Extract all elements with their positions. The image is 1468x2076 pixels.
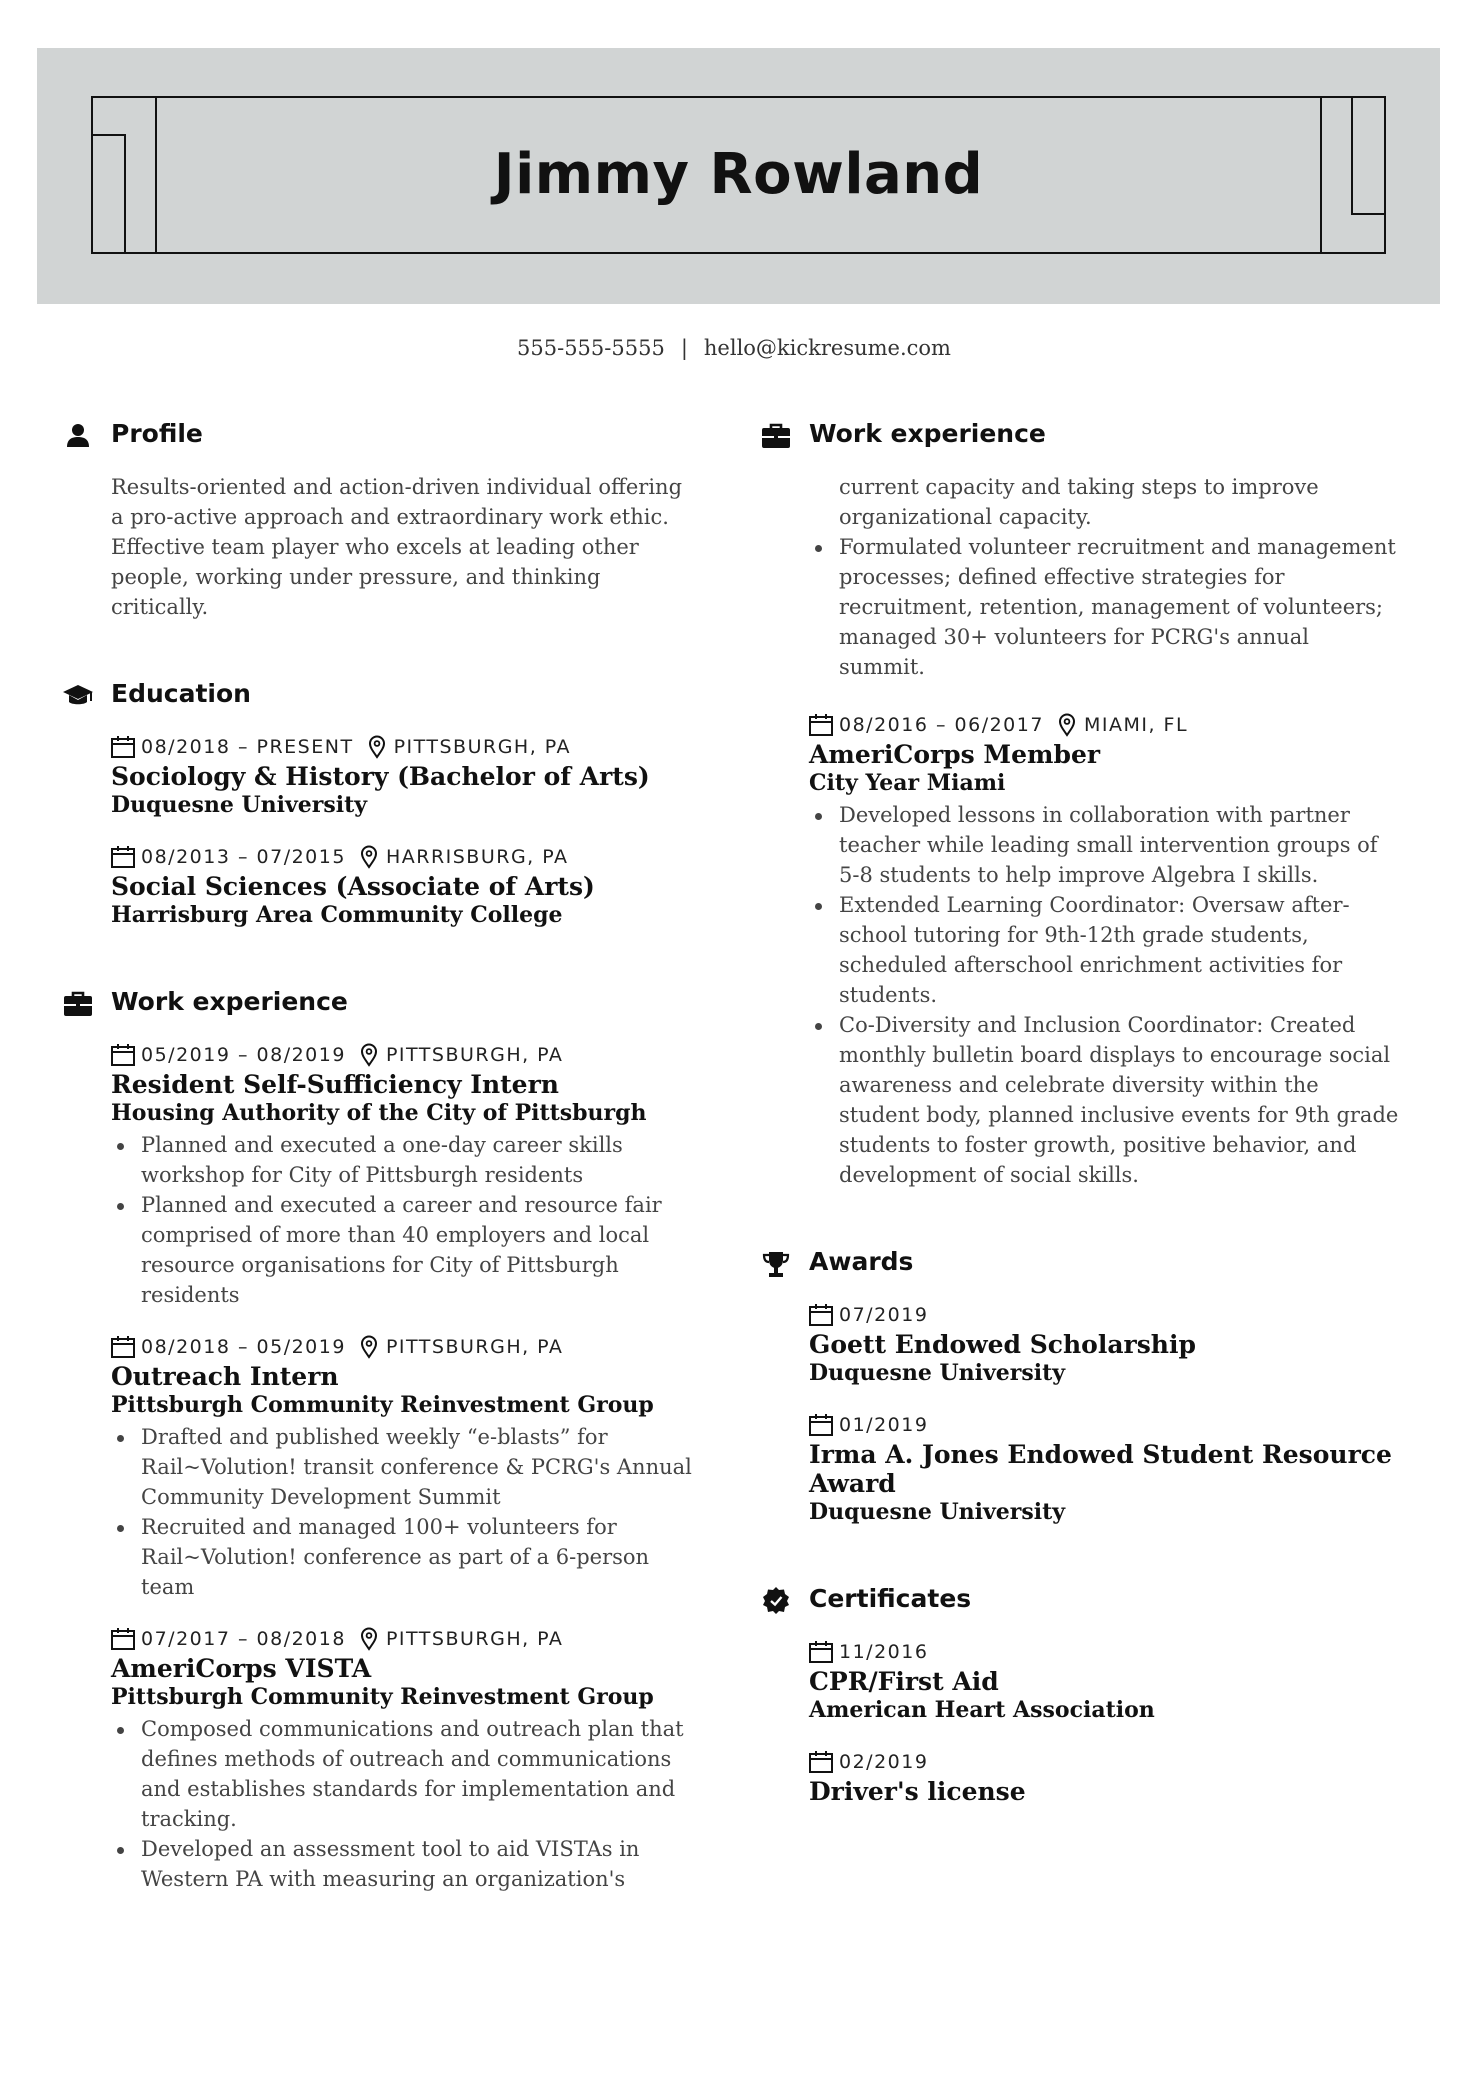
work-entry [111, 1624, 692, 1894]
section-title: Certificates [809, 1584, 972, 1613]
entry-dates: 07/2017 – 08/2018 [141, 1628, 346, 1650]
section-header [62, 986, 692, 1022]
award-issuer: Duquesne University [809, 1499, 1066, 1525]
entry-date: 11/2016 [839, 1641, 929, 1663]
certificate-issuer: American Heart Association [809, 1697, 1155, 1723]
calendar-icon [111, 1628, 135, 1650]
location-pin-icon [1058, 713, 1076, 737]
job-title: Resident Self-Sufficiency Intern [111, 1070, 559, 1099]
entry-location: PITTSBURGH, PA [393, 736, 572, 758]
work-entry-continued [809, 472, 1400, 682]
right-column [760, 418, 1400, 1862]
education-section [62, 678, 692, 930]
section-title: Profile [111, 419, 203, 448]
certificate-entry [809, 1637, 1400, 1725]
contact-line [0, 336, 1468, 360]
bullet-list [809, 472, 1400, 682]
location-pin-icon [360, 845, 378, 869]
certificate-name: Driver's license [809, 1777, 1026, 1806]
work-entry [111, 1040, 692, 1310]
bullet-item: Developed an assessment tool to aid VISTAs in Western PA with measuring an organization's [111, 1834, 692, 1894]
company-name: Pittsburgh Community Reinvestment Group [111, 1684, 654, 1710]
company-name: Pittsburgh Community Reinvestment Group [111, 1392, 654, 1418]
entry-meta [111, 1624, 692, 1654]
calendar-icon [111, 846, 135, 868]
work-entry [809, 710, 1400, 1190]
entry-meta [111, 1332, 692, 1362]
entry-date: 07/2019 [839, 1304, 929, 1326]
certificates-section [760, 1583, 1400, 1806]
calendar-icon [111, 736, 135, 758]
briefcase-icon [760, 420, 792, 452]
trophy-icon [760, 1248, 792, 1280]
name-frame [91, 96, 1386, 254]
certificate-name: CPR/First Aid [809, 1667, 999, 1696]
school-name: Duquesne University [111, 792, 368, 818]
entry-location: PITTSBURGH, PA [385, 1628, 564, 1650]
job-title: Outreach Intern [111, 1362, 339, 1391]
profile-text: Results-oriented and action-driven individual offering a pro-active approach and extraordinary work ethic. Effective team player who excels at leading other people, working under pressure, and thinking critically. [111, 475, 683, 619]
bullet-list [809, 800, 1400, 1190]
award-issuer: Duquesne University [809, 1360, 1066, 1386]
section-header [62, 418, 692, 454]
bullet-list [111, 1130, 692, 1310]
awards-section [760, 1246, 1400, 1527]
bullet-item: Formulated volunteer recruitment and management processes; defined effective strategies for recruitment, retention, management of volunteers; managed 30+ volunteers for PCRG's annual summit. [809, 532, 1400, 682]
location-pin-icon [360, 1627, 378, 1651]
section-header [760, 1246, 1400, 1282]
section-title: Awards [809, 1247, 914, 1276]
school-name: Harrisburg Area Community College [111, 902, 563, 928]
left-column [62, 418, 692, 1950]
entry-dates: 08/2018 – PRESENT [141, 736, 354, 758]
entry-date: 02/2019 [839, 1751, 929, 1773]
work-experience-section [62, 986, 692, 1894]
award-name: Goett Endowed Scholarship [809, 1330, 1196, 1359]
job-title: AmeriCorps Member [809, 740, 1101, 769]
email: hello@kickresume.com [703, 336, 951, 360]
work-entry [111, 1332, 692, 1602]
location-pin-icon [360, 1335, 378, 1359]
section-header [760, 1583, 1400, 1619]
entry-dates: 08/2018 – 05/2019 [141, 1336, 346, 1358]
award-entry [809, 1410, 1400, 1527]
bullet-item: Extended Learning Coordinator: Oversaw after-school tutoring for 9th-12th grade students, scheduled afterschool enrichment activities for students. [809, 890, 1400, 1010]
header-band [37, 48, 1440, 304]
section-title: Work experience [111, 987, 348, 1016]
entry-meta [809, 1637, 1400, 1667]
award-entry [809, 1300, 1400, 1388]
entry-dates: 08/2013 – 07/2015 [141, 846, 346, 868]
bullet-item: Co-Diversity and Inclusion Coordinator: Created monthly bulletin board displays to encourage social awareness and celebrate diversity within the student body, planned inclusive events for 9th grade students to foster growth, positive behavior, and development of social skills. [809, 1010, 1400, 1190]
location-pin-icon [368, 735, 386, 759]
work-experience-continued-section [760, 418, 1400, 1190]
calendar-icon [809, 1414, 833, 1436]
degree-title: Social Sciences (Associate of Arts) [111, 872, 595, 901]
entry-location: PITTSBURGH, PA [385, 1336, 564, 1358]
entry-meta [809, 710, 1400, 740]
entry-location: PITTSBURGH, PA [385, 1044, 564, 1066]
education-entry [111, 842, 692, 930]
entry-date: 01/2019 [839, 1414, 929, 1436]
location-pin-icon [360, 1043, 378, 1067]
bullet-item: Developed lessons in collaboration with partner teacher while leading small intervention groups of 5-8 students to help improve Algebra I skills. [809, 800, 1400, 890]
award-name: Irma A. Jones Endowed Student Resource Award [809, 1440, 1392, 1498]
company-name: Housing Authority of the City of Pittsburgh [111, 1100, 647, 1126]
graduation-cap-icon [62, 680, 94, 712]
calendar-icon [111, 1336, 135, 1358]
phone: 555-555-5555 [517, 336, 665, 360]
calendar-icon [809, 714, 833, 736]
bullet-list [111, 1714, 692, 1894]
entry-meta [809, 1410, 1400, 1440]
job-title: AmeriCorps VISTA [111, 1654, 372, 1683]
section-title: Education [111, 679, 251, 708]
company-name: City Year Miami [809, 770, 1006, 796]
section-header [62, 678, 692, 714]
entry-location: MIAMI, FL [1083, 714, 1189, 736]
person-icon [62, 420, 94, 452]
calendar-icon [809, 1751, 833, 1773]
section-title: Work experience [809, 419, 1046, 448]
section-header [760, 418, 1400, 454]
profile-section [62, 418, 692, 622]
bullet-continuation: current capacity and taking steps to improve organizational capacity. [839, 475, 1319, 529]
contact-separator: | [680, 336, 688, 360]
entry-meta [809, 1747, 1400, 1777]
bullet-item: Planned and executed a career and resource fair comprised of more than 40 employers and local resource organisations for City of Pittsburgh residents [111, 1190, 692, 1310]
ribbon-badge-icon [760, 1585, 792, 1617]
bullet-item: Planned and executed a one-day career skills workshop for City of Pittsburgh residents [111, 1130, 692, 1190]
certificate-entry [809, 1747, 1400, 1806]
entry-meta [111, 1040, 692, 1070]
calendar-icon [809, 1641, 833, 1663]
bullet-item: Composed communications and outreach plan that defines methods of outreach and communications and establishes standards for implementation and tracking. [111, 1714, 692, 1834]
education-entry [111, 732, 692, 820]
entry-meta [809, 1300, 1400, 1330]
bullet-item: Drafted and published weekly “e-blasts” for Rail~Volution! transit conference & PCRG's Annual Community Development Summit [111, 1422, 692, 1512]
calendar-icon [111, 1044, 135, 1066]
briefcase-icon [62, 988, 94, 1020]
bullet-list [111, 1422, 692, 1602]
entry-dates: 08/2016 – 06/2017 [839, 714, 1044, 736]
degree-title: Sociology & History (Bachelor of Arts) [111, 762, 650, 791]
candidate-name: Jimmy Rowland [493, 142, 984, 207]
calendar-icon [809, 1304, 833, 1326]
entry-meta [111, 842, 692, 872]
entry-meta [111, 732, 692, 762]
bullet-item: Recruited and managed 100+ volunteers for Rail~Volution! conference as part of a 6-person team [111, 1512, 692, 1602]
entry-dates: 05/2019 – 08/2019 [141, 1044, 346, 1066]
entry-location: HARRISBURG, PA [385, 846, 569, 868]
